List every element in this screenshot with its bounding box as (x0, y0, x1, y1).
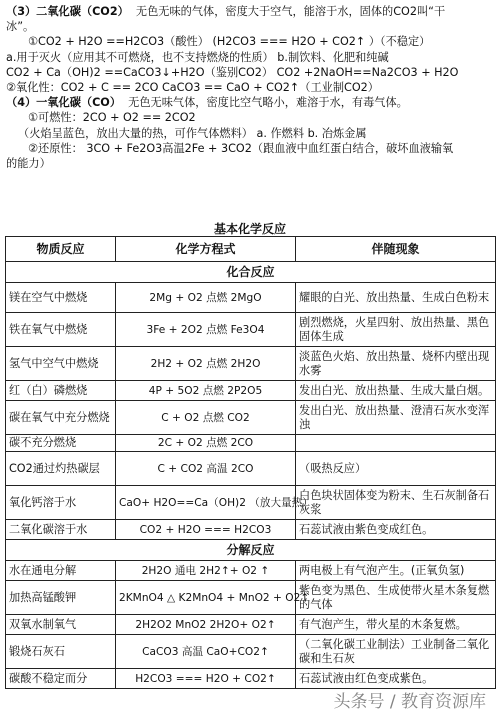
reaction-name: 双氧水制氧气 (6, 615, 116, 635)
category-combination: 化合反应 (6, 262, 496, 283)
equation: CaO+ H2O==Ca（OH)2 （放大量热） (116, 486, 296, 520)
reaction-table (5, 236, 496, 689)
section4-line3: ②还原性： 3CO + Fe2O3高温2Fe + 3CO2（跟血液中血红蛋白结合，破坏血液输氧 (28, 141, 454, 155)
phenomenon: （二氧化碳工业制法）工业制备二氧化碳和生石灰 (296, 635, 496, 669)
reaction-name: 碳不充分燃烧 (6, 435, 116, 452)
equation: CO2 + H2O === H2CO3 (116, 520, 296, 540)
reaction-name: 碳酸不稳定而分 (6, 669, 116, 689)
reaction-name: 锻烧石灰石 (6, 635, 116, 669)
section3-desc-cont: 冰”。 (6, 20, 35, 34)
phenomenon: 白色块状固体变为粉末、生石灰制备石灰浆 (296, 486, 496, 520)
table-row (6, 581, 496, 615)
equation: CaCO3 高温 CaO+CO2↑ (116, 635, 296, 669)
table-row (6, 435, 496, 452)
phenomenon: 紫色变为黑色、生成使带火星木条复燃的气体 (296, 581, 496, 615)
category-decomposition: 分解反应 (6, 540, 496, 561)
table-row (6, 381, 496, 401)
header-reaction: 物质反应 (6, 237, 116, 262)
equation: 2Mg + O2 点燃 2MgO (116, 283, 296, 313)
phenomenon: 发出白光、放出热量、生成大量白烟。 (296, 381, 496, 401)
category-row (6, 262, 496, 283)
phenomenon: （吸热反应） (296, 452, 496, 486)
header-phenomenon: 伴随现象 (296, 237, 496, 262)
reaction-name: 水在通电分解 (6, 561, 116, 581)
table-row (6, 615, 496, 635)
section3-line2: a.用于灭火（应用其不可燃烧，也不支持燃烧的性质） b.制饮料、化肥和纯碱 (6, 50, 389, 64)
phenomenon: 剧烈燃烧，火星四射、放出热量、黑色固体生成 (296, 313, 496, 347)
equation: 3Fe + 2O2 点燃 Fe3O4 (116, 313, 296, 347)
equation: C + CO2 高温 2CO (116, 452, 296, 486)
section3-line1: ①CO2 + H2O ==H2CO3（酸性） (H2CO3 === H2O + CO2↑ ）（不稳定） (28, 35, 431, 49)
table-row (6, 452, 496, 486)
notes-section (6, 4, 496, 171)
phenomenon: 有气泡产生，带火星的木条复燃。 (296, 615, 496, 635)
table-header-row (6, 237, 496, 262)
table-row (6, 561, 496, 581)
reaction-name: 氢气中空气中燃烧 (6, 347, 116, 381)
phenomenon: 石蕊试液由红色变成紫色。 (296, 669, 496, 689)
header-equation: 化学方程式 (116, 237, 296, 262)
section3-line4: ②氧化性：CO2 + C == 2CO CaCO3 == CaO + CO2↑（工业制CO2） (6, 81, 379, 95)
section4-line1: ①可燃性：2CO + O2 == 2CO2 (28, 111, 196, 125)
table-row (6, 283, 496, 313)
reaction-name: 碳在氧气中充分燃烧 (6, 401, 116, 435)
table-title: 基本化学反应 (213, 222, 286, 236)
reaction-name: 红（白）磷燃烧 (6, 381, 116, 401)
section4-line2: （火焰呈蓝色，放出大量的热，可作气体燃料） a. 作燃料 b. 冶炼金属 (18, 126, 367, 140)
category-row (6, 540, 496, 561)
reaction-name: 加热高锰酸钾 (6, 581, 116, 615)
table-row (6, 486, 496, 520)
equation: 2C + O2 点燃 2CO (116, 435, 296, 452)
phenomenon: 石蕊试液由紫色变成红色。 (296, 520, 496, 540)
reaction-name: 二氧化碳溶于水 (6, 520, 116, 540)
table-row (6, 635, 496, 669)
equation: 2KMnO4 △ K2MnO4 + MnO2 + O2↑ (116, 581, 296, 615)
section4-heading: （4）一氧化碳（CO） 无色无味气体，密度比空气略小，难溶于水，有毒气体。 (6, 96, 408, 110)
phenomenon (296, 435, 496, 452)
table-row (6, 347, 496, 381)
watermark: 头条号 / 教育资源库 (333, 692, 486, 712)
section3-heading: （3）二氧化碳（CO2） 无色无味的气体，密度大于空气，能溶于水，固体的CO2叫“干 (6, 5, 446, 18)
reaction-name: CO2通过灼热碳层 (6, 452, 116, 486)
table-row (6, 313, 496, 347)
phenomenon: 发出白光、放出热量、澄清石灰水变浑浊 (296, 401, 496, 435)
equation: C + O2 点燃 CO2 (116, 401, 296, 435)
phenomenon: 耀眼的白光、放出热量、生成白色粉末 (296, 283, 496, 313)
equation: H2CO3 === H2O + CO2↑ (116, 669, 296, 689)
phenomenon: 淡蓝色火焰、放出热量、烧杯内壁出现水雾 (296, 347, 496, 381)
phenomenon: 两电极上有气泡产生。(正氧负氢) (296, 561, 496, 581)
section4-line4: 的能力） (6, 157, 51, 171)
reaction-name: 镁在空气中燃烧 (6, 283, 116, 313)
equation: 2H2O2 MnO2 2H2O+ O2↑ (116, 615, 296, 635)
reaction-name: 氧化钙溶于水 (6, 486, 116, 520)
reaction-name: 铁在氧气中燃烧 (6, 313, 116, 347)
table-row (6, 401, 496, 435)
section3-line3: CO2 + Ca（OH)2 ==CaCO3↓+H2O（鉴别CO2） CO2 +2NaOH==Na2CO3 + H2O (6, 65, 459, 79)
equation: 2H2O 通电 2H2↑+ O2 ↑ (116, 561, 296, 581)
equation: 2H2 + O2 点燃 2H2O (116, 347, 296, 381)
equation: 4P + 5O2 点燃 2P2O5 (116, 381, 296, 401)
table-row (6, 520, 496, 540)
table-row (6, 669, 496, 689)
